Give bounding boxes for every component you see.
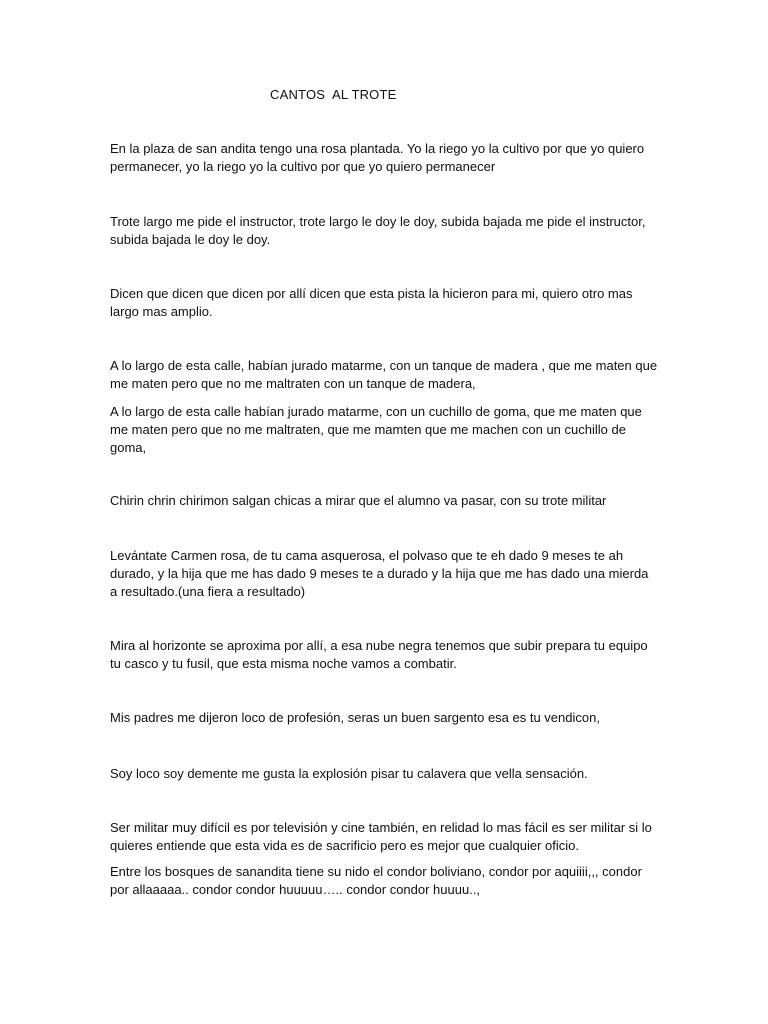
paragraph-cuchillo-de-goma: A lo largo de esta calle habían jurado matarme, con un cuchillo de goma, que me maten que me maten pero que no me maltraten, que me mamten que me machen con un cuchillo de goma, bbox=[110, 404, 642, 455]
document-title: CANTOS AL TROTE bbox=[270, 87, 397, 102]
paragraph-condor-boliviano: Entre los bosques de sanandita tiene su nido el condor boliviano, condor por aquiiii,,, condor por allaaaaa.. condor condor huuuuu….. condor condor huuuu.., bbox=[110, 864, 642, 897]
paragraph-soy-loco: Soy loco soy demente me gusta la explosión pisar tu calavera que vella sensación. bbox=[110, 766, 588, 781]
paragraph-horizonte: Mira al horizonte se aproxima por allí, a esa nube negra tenemos que subir prepara tu equipo tu casco y tu fusil, que esta misma noche vamos a combatir. bbox=[110, 638, 648, 671]
paragraph-ser-militar: Ser militar muy difícil es por televisión y cine también, en relidad lo mas fácil es ser militar si lo quieres entiende que esta vida es de sacrificio pero es mejor que cualquier oficio. bbox=[110, 820, 652, 853]
paragraph-trote-largo: Trote largo me pide el instructor, trote largo le doy le doy, subida bajada me pide el instructor, subida bajada le doy le doy. bbox=[110, 214, 646, 247]
paragraph-dicen-que-dicen: Dicen que dicen que dicen por allí dicen que esta pista la hicieron para mi, quiero otro mas largo mas amplio. bbox=[110, 286, 633, 319]
paragraph-tanque-de-madera: A lo largo de esta calle, habían jurado matarme, con un tanque de madera , que me maten que me maten pero que no me maltraten con un tanque de madera, bbox=[110, 358, 658, 391]
paragraph-carmen-rosa: Levántate Carmen rosa, de tu cama asquerosa, el polvaso que te eh dado 9 meses te ah durado, y la hija que me has dado 9 meses te a durado y la hija que me has dado una mierda a resultado.(una fiera a resultado) bbox=[110, 548, 649, 599]
paragraph-mis-padres: Mis padres me dijeron loco de profesión, seras un buen sargento esa es tu vendicon, bbox=[110, 710, 600, 725]
paragraph-rosa-plantada: En la plaza de san andita tengo una rosa plantada. Yo la riego yo la cultivo por que yo quiero permanecer, yo la riego yo la cultivo por que yo quiero permanecer bbox=[110, 141, 645, 174]
paragraph-chirin-chrin: Chirin chrin chirimon salgan chicas a mirar que el alumno va pasar, con su trote militar bbox=[110, 493, 607, 508]
